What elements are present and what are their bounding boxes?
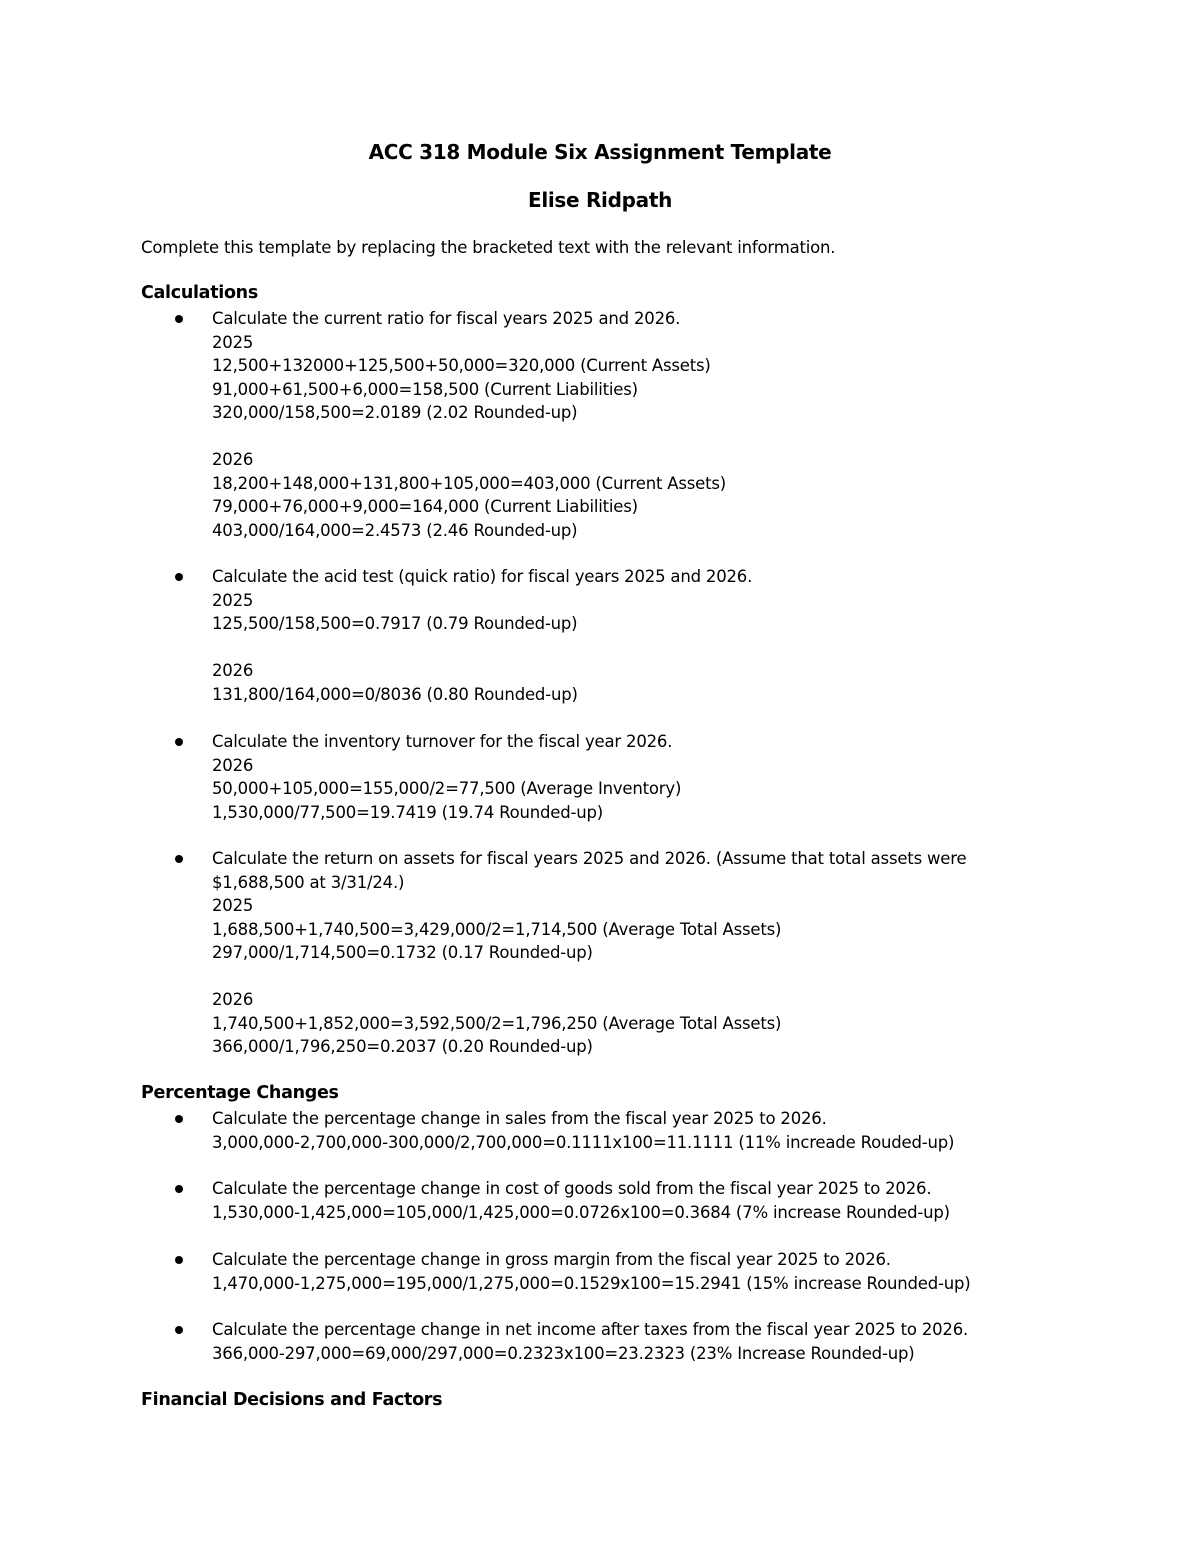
question-text: Calculate the percentage change in cost of goods sold from the fiscal year 2025 to 2026. bbox=[212, 1179, 932, 1198]
calculation-line: 50,000+105,000=155,000/2=77,500 (Average Inventory) bbox=[212, 779, 682, 798]
current-ratio-item bbox=[141, 307, 1141, 542]
bullet-icon bbox=[175, 315, 183, 323]
instructions-text: Complete this template by replacing the bracketed text with the relevant information. bbox=[141, 238, 836, 257]
year-label: 2026 bbox=[212, 990, 254, 1009]
calculation-line: 297,000/1,714,500=0.1732 (0.17 Rounded-up) bbox=[212, 943, 593, 962]
year-label: 2025 bbox=[212, 332, 254, 352]
year-label: 2025 bbox=[212, 896, 254, 915]
calculation-line: 403,000/164,000=2.4573 (2.46 Rounded-up) bbox=[212, 520, 578, 540]
bullet-icon bbox=[175, 1256, 183, 1264]
inventory-turnover-item bbox=[141, 730, 1141, 824]
calculation-line: 131,800/164,000=0/8036 (0.80 Rounded-up) bbox=[212, 684, 578, 704]
calculation-line: 1,530,000/77,500=19.7419 (19.74 Rounded-up) bbox=[212, 802, 604, 822]
calculation-line: 1,688,500+1,740,500=3,429,000/2=1,714,500 (Average Total Assets) bbox=[212, 919, 782, 939]
calculation-line: 12,500+132000+125,500+50,000=320,000 (Current Assets) bbox=[212, 356, 711, 375]
bullet-icon bbox=[175, 855, 183, 863]
year-label: 2026 bbox=[212, 661, 254, 680]
calculation-line: 91,000+61,500+6,000=158,500 (Current Liabilities) bbox=[212, 379, 638, 399]
calculation-line: 125,500/158,500=0.7917 (0.79 Rounded-up) bbox=[212, 614, 578, 633]
year-label: 2025 bbox=[212, 590, 254, 610]
year-label: 2026 bbox=[212, 450, 254, 469]
calculation-line: 1,530,000-1,425,000=105,000/1,425,000=0.0726x100=0.3684 (7% increase Rounded-up) bbox=[212, 1202, 950, 1222]
question-text: Calculate the percentage change in sales from the fiscal year 2025 to 2026. bbox=[212, 1109, 827, 1128]
calculations-heading: Calculations bbox=[141, 283, 258, 303]
sales-change-item bbox=[141, 1107, 1141, 1154]
document-title: ACC 318 Module Six Assignment Template bbox=[368, 140, 832, 164]
calculation-line: 320,000/158,500=2.0189 (2.02 Rounded-up) bbox=[212, 403, 578, 422]
author-name: Elise Ridpath bbox=[527, 188, 673, 212]
year-label: 2026 bbox=[212, 755, 254, 775]
question-text: Calculate the percentage change in gross margin from the fiscal year 2025 to 2026. bbox=[212, 1250, 891, 1269]
calculation-line: 366,000/1,796,250=0.2037 (0.20 Rounded-up) bbox=[212, 1037, 593, 1056]
question-text: $1,688,500 at 3/31/24.) bbox=[212, 872, 405, 892]
bullet-icon bbox=[175, 573, 183, 581]
bullet-icon bbox=[175, 1185, 183, 1193]
bullet-icon bbox=[175, 738, 183, 746]
question-text: Calculate the percentage change in net income after taxes from the fiscal year 2025 to 2026. bbox=[212, 1320, 969, 1339]
bullet-icon bbox=[175, 1115, 183, 1123]
calculation-line: 1,740,500+1,852,000=3,592,500/2=1,796,250 (Average Total Assets) bbox=[212, 1013, 782, 1033]
percentage-changes-heading: Percentage Changes bbox=[141, 1083, 339, 1103]
calculation-line: 79,000+76,000+9,000=164,000 (Current Liabilities) bbox=[212, 497, 638, 516]
question-text: Calculate the acid test (quick ratio) for fiscal years 2025 and 2026. bbox=[212, 567, 753, 586]
net-income-change-item bbox=[141, 1318, 1141, 1365]
gross-margin-change-item bbox=[141, 1248, 1141, 1295]
question-text: Calculate the inventory turnover for the fiscal year 2026. bbox=[212, 732, 673, 751]
financial-decisions-heading: Financial Decisions and Factors bbox=[141, 1390, 443, 1410]
bullet-icon bbox=[175, 1326, 183, 1334]
question-text: Calculate the return on assets for fiscal years 2025 and 2026. (Assume that total assets were bbox=[212, 849, 967, 868]
cogs-change-item bbox=[141, 1177, 1141, 1224]
calculation-line: 366,000-297,000=69,000/297,000=0.2323x100=23.2323 (23% Increase Rounded-up) bbox=[212, 1343, 915, 1363]
question-text: Calculate the current ratio for fiscal years 2025 and 2026. bbox=[212, 309, 681, 328]
acid-test-item bbox=[141, 565, 1141, 706]
calculation-line: 3,000,000-2,700,000-300,000/2,700,000=0.1111x100=11.1111 (11% increade Rouded-up) bbox=[212, 1132, 955, 1152]
calculation-line: 18,200+148,000+131,800+105,000=403,000 (Current Assets) bbox=[212, 473, 726, 493]
calculation-line: 1,470,000-1,275,000=195,000/1,275,000=0.1529x100=15.2941 (15% increase Rounded-up) bbox=[212, 1273, 971, 1293]
return-on-assets-item bbox=[141, 847, 1141, 1059]
